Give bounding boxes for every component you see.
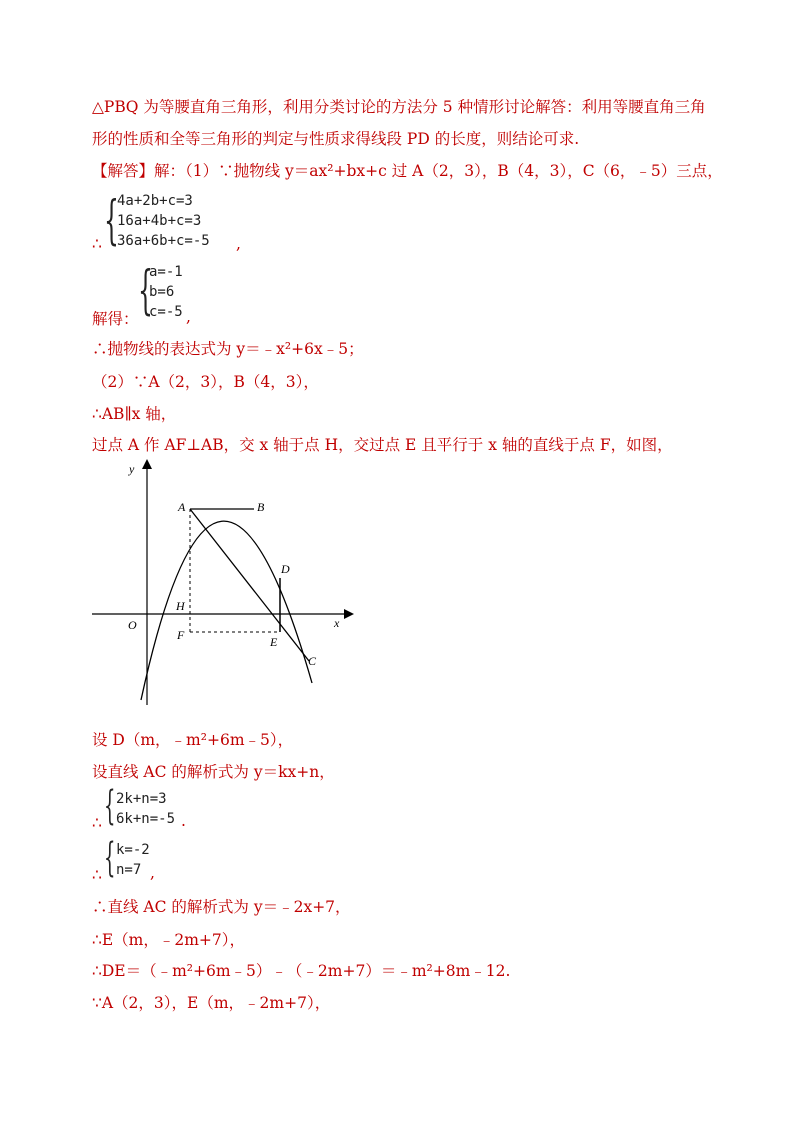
label-x: x [334, 616, 340, 630]
comma: , [150, 864, 155, 882]
label-e: E [270, 635, 278, 649]
equation-row: n=7 [116, 862, 142, 878]
equation-row: 6k+n=-5 [116, 811, 176, 827]
text-line-14: ∴直线 AC 的解析式为 y＝﹣2x+7， [92, 898, 351, 916]
text-line-16: ∴DE＝（﹣m²+6m﹣5）﹣（﹣2m+7）＝﹣m²+8m﹣12. [92, 962, 511, 980]
segment-ac [190, 509, 309, 661]
comma: , [236, 235, 241, 253]
y-axis-arrow [142, 459, 152, 469]
equation-row: b=6 [149, 284, 175, 300]
equation-row: c=-5 [149, 304, 183, 320]
label-a: A [178, 500, 186, 514]
therefore-sign: ∴ [92, 866, 102, 884]
label-o: O [128, 618, 137, 632]
text-line-7: （2）∵A（2，3），B（4，3）， [92, 373, 319, 391]
x-axis-arrow [344, 609, 354, 619]
label-b: B [257, 500, 265, 514]
equation-system-3 [116, 789, 175, 829]
equation-row: a=-1 [149, 264, 183, 280]
text-line-9: 过点 A 作 AF⊥AB，交 x 轴于点 H，交过点 E 且平行于 x 轴的直线于点 F，如图， [92, 436, 673, 454]
text-line-6: ∴抛物线的表达式为 y＝﹣x²+6x﹣5； [92, 340, 364, 358]
equation-row: 16a+4b+c=3 [117, 213, 202, 229]
equation-row: 4a+2b+c=3 [117, 193, 193, 209]
system-brace: { [104, 191, 119, 251]
text-line-3: 【解答】解：（1）∵抛物线 y＝ax²+bx+c 过 A（2，3），B（4，3），C（6，﹣5）三点， [92, 162, 723, 180]
text-line-10: 设 D（m，﹣m²+6m﹣5）， [92, 731, 294, 749]
label-y: y [129, 462, 135, 476]
system-brace: { [104, 783, 116, 829]
equation-system-1 [117, 191, 210, 251]
text-line-17: ∵A（2，3），E（m，﹣2m+7）， [92, 994, 331, 1012]
equation-row: 2k+n=3 [116, 791, 167, 807]
label-f: F [177, 628, 185, 642]
equation-system-4 [116, 840, 150, 880]
label-c: C [308, 654, 317, 668]
equation-row: k=-2 [116, 842, 150, 858]
system-brace: { [138, 261, 153, 321]
label-d: D [281, 562, 290, 576]
comma: , [186, 308, 191, 326]
period: . [181, 812, 186, 830]
text-line-5: 解得： [92, 310, 139, 328]
system-brace: { [104, 835, 116, 881]
parabola-figure [92, 455, 362, 710]
equation-row: 36a+6b+c=-5 [117, 233, 210, 249]
text-line-1: △PBQ 为等腰直角三角形，利用分类讨论的方法分 5 种情形讨论解答：利用等腰直角三角 [92, 98, 706, 116]
text-line-8: ∴AB∥x 轴， [92, 405, 177, 423]
therefore-sign: ∴ [92, 814, 102, 832]
text-line-2: 形的性质和全等三角形的判定与性质求得线段 PD 的长度，则结论可求. [92, 130, 580, 148]
label-h: H [176, 599, 185, 613]
parabola-curve [141, 521, 312, 700]
equation-system-2 [149, 262, 183, 322]
text-line-15: ∴E（m，﹣2m+7）， [92, 931, 246, 949]
text-line-11: 设直线 AC 的解析式为 y＝kx+n， [92, 763, 335, 781]
therefore-sign: ∴ [92, 235, 102, 253]
